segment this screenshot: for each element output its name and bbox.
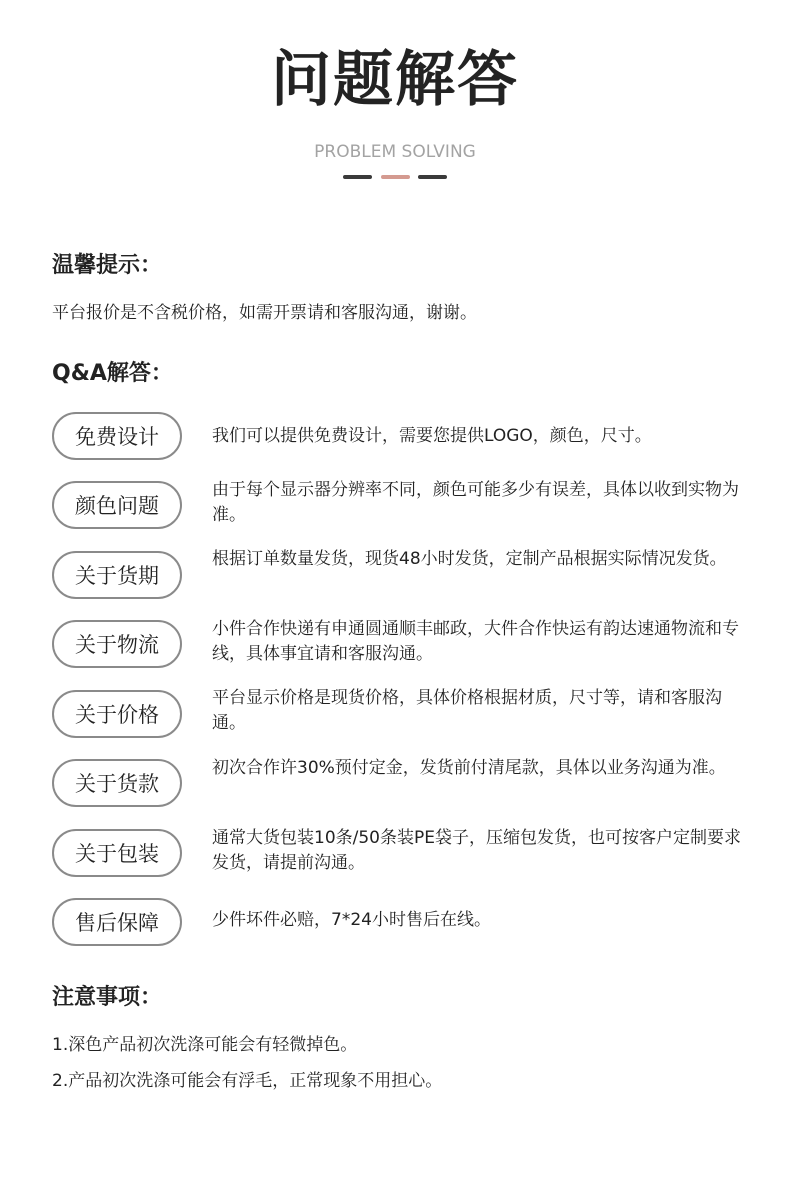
qa-item bbox=[52, 898, 772, 948]
qa-topic-button[interactable]: 免费设计 bbox=[52, 412, 182, 460]
notice-text: 平台报价是不含税价格，如需开票请和客服沟通，谢谢。 bbox=[52, 303, 477, 323]
note-item: 2.产品初次洗涤可能会有浮毛，正常现象不用担心。 bbox=[52, 1071, 443, 1091]
page-subtitle: PROBLEM SOLVING bbox=[314, 142, 476, 162]
qa-item bbox=[52, 829, 772, 879]
qa-item bbox=[52, 759, 772, 809]
qa-answer: 通常大货包装10条/50条装PE袋子，压缩包发货，也可按客户定制要求发货，请提前沟通。 bbox=[212, 828, 741, 873]
qa-topic-button[interactable]: 售后保障 bbox=[52, 898, 182, 946]
qa-answer: 初次合作许30%预付定金，发货前付清尾款，具体以业务沟通为准。 bbox=[212, 758, 726, 778]
qa-answer: 我们可以提供免费设计，需要您提供LOGO，颜色，尺寸。 bbox=[212, 426, 652, 446]
note-item: 1.深色产品初次洗涤可能会有轻微掉色。 bbox=[52, 1035, 358, 1055]
qa-topic-button[interactable]: 颜色问题 bbox=[52, 481, 182, 529]
qa-heading: Q&A解答： bbox=[52, 361, 173, 386]
qa-item bbox=[52, 412, 772, 462]
divider-dash-center bbox=[381, 175, 410, 179]
qa-topic-button[interactable]: 关于包装 bbox=[52, 829, 182, 877]
qa-answer: 由于每个显示器分辨率不同，颜色可能多少有误差，具体以收到实物为准。 bbox=[212, 480, 739, 525]
qa-answer: 小件合作快递有申通圆通顺丰邮政，大件合作快运有韵达速通物流和专线，具体事宜请和客服沟通。 bbox=[212, 619, 739, 664]
qa-answer: 平台显示价格是现货价格，具体价格根据材质，尺寸等，请和客服沟通。 bbox=[212, 688, 722, 733]
divider-dash-right bbox=[418, 175, 447, 179]
divider-dash-left bbox=[343, 175, 372, 179]
qa-answer: 少件坏件必赔，7*24小时售后在线。 bbox=[212, 910, 491, 930]
qa-item bbox=[52, 690, 772, 740]
qa-topic-button[interactable]: 关于价格 bbox=[52, 690, 182, 738]
qa-item bbox=[52, 481, 772, 531]
qa-topic-button[interactable]: 关于货款 bbox=[52, 759, 182, 807]
qa-item bbox=[52, 551, 772, 601]
qa-item bbox=[52, 620, 772, 670]
qa-topic-button[interactable]: 关于物流 bbox=[52, 620, 182, 668]
notes-heading: 注意事项： bbox=[52, 985, 163, 1010]
qa-answer: 根据订单数量发货，现货48小时发货，定制产品根据实际情况发货。 bbox=[212, 549, 727, 569]
notice-heading: 温馨提示： bbox=[52, 253, 163, 278]
title-divider bbox=[343, 175, 447, 180]
page-title: 问题解答 bbox=[271, 45, 519, 115]
qa-topic-button[interactable]: 关于货期 bbox=[52, 551, 182, 599]
